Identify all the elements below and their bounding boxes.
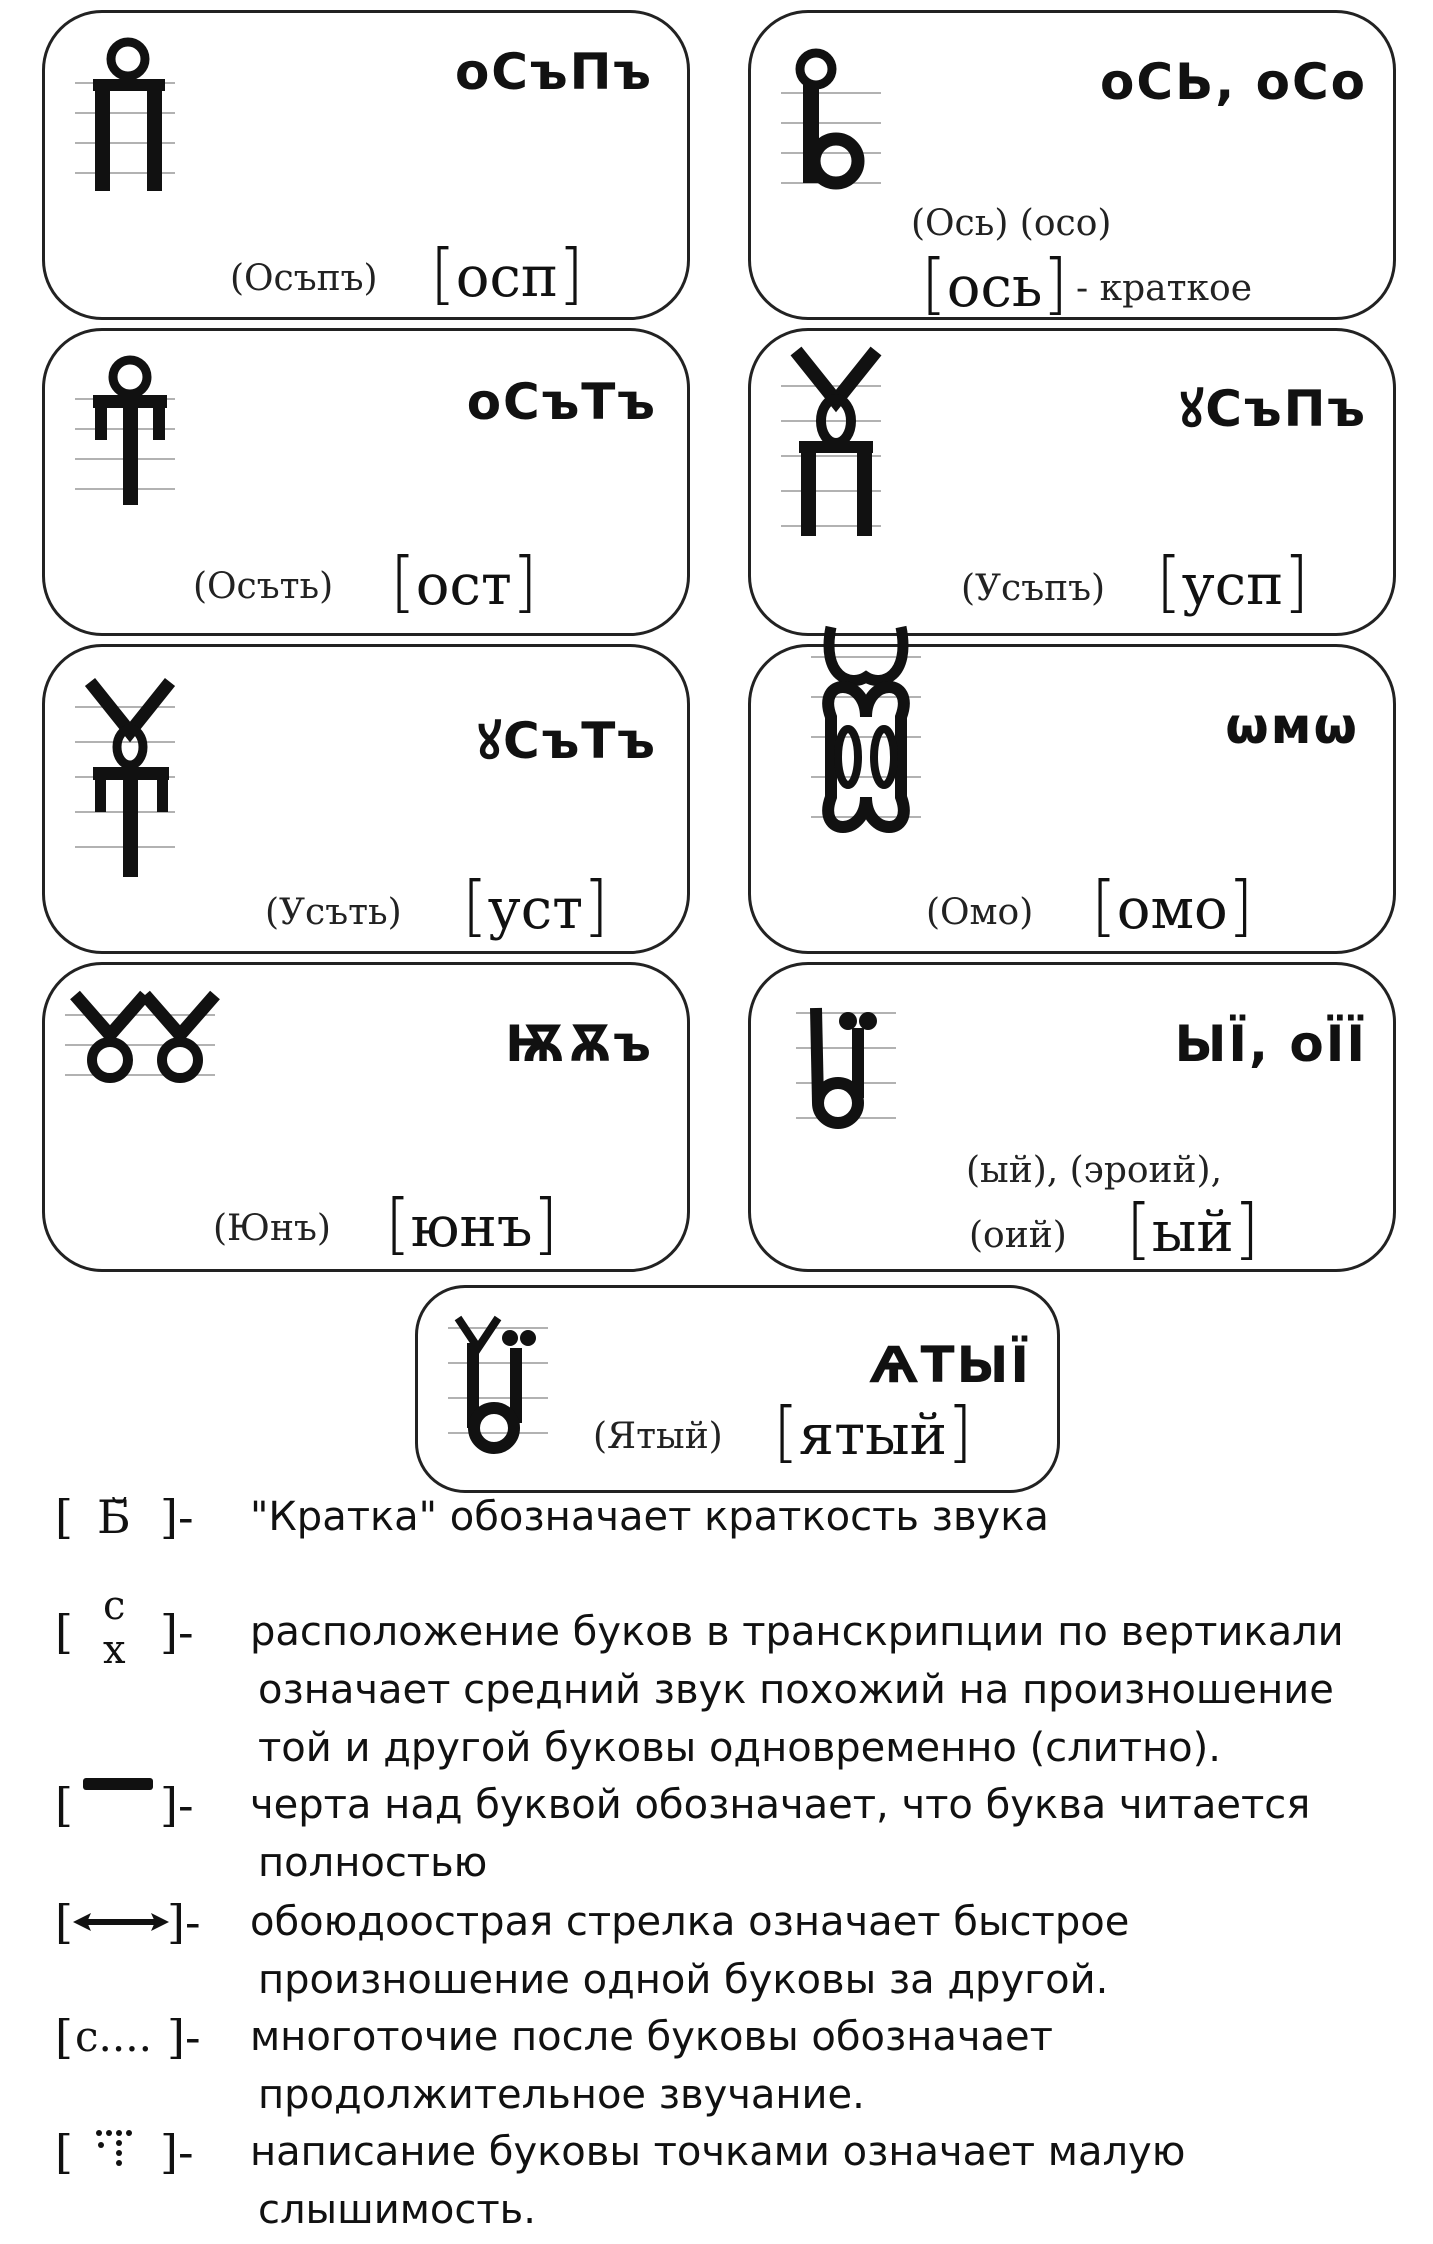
card-omo bbox=[748, 644, 1396, 954]
osp-glyph-icon bbox=[75, 33, 185, 203]
yaty-caption: (Ятый) bbox=[593, 1416, 723, 1457]
card-yi bbox=[748, 962, 1396, 1272]
legend-key-arrow: [ ]- bbox=[55, 1895, 201, 1949]
dotted-letter-icon bbox=[93, 2127, 143, 2177]
yun-script: ѬѪъ bbox=[505, 1015, 653, 1073]
omo-glyph-icon bbox=[811, 617, 931, 867]
ost-caption: (Осъть) bbox=[193, 566, 334, 607]
legend-text-arrow-2: произношение одной буковы за другой. bbox=[258, 1957, 1109, 2003]
overline-icon bbox=[83, 1778, 153, 1790]
card-ost bbox=[42, 328, 690, 636]
yi-script: ЫЇ, оЇЇ bbox=[1174, 1015, 1367, 1073]
usp-glyph-icon bbox=[781, 341, 891, 541]
ost-glyph-icon bbox=[75, 349, 185, 519]
legend-text-dotted-1: написание буковы точками означает малую bbox=[250, 2129, 1186, 2175]
legend-text-kratka: "Кратка" обозначает краткость звука bbox=[250, 1494, 1049, 1540]
yaty-glyph-icon bbox=[448, 1298, 558, 1468]
card-yaty bbox=[415, 1285, 1060, 1493]
legend-text-overline-1: черта над буквой обозначает, что буква читается bbox=[250, 1782, 1311, 1828]
ust-glyph-icon bbox=[75, 677, 185, 887]
ust-caption: (Усъть) bbox=[265, 892, 402, 933]
ost-script: оСъТъ bbox=[466, 373, 657, 431]
legend-key-overline: [ ]- bbox=[55, 1778, 194, 1832]
legend-text-overline-2: полностью bbox=[258, 1840, 488, 1886]
os-note: - краткое bbox=[1076, 268, 1253, 309]
kratka-symbol: Б̆ bbox=[97, 1490, 131, 1544]
yun-caption: (Юнъ) bbox=[213, 1208, 331, 1249]
card-osp bbox=[42, 10, 690, 320]
legend-key-dotted: [ ]- bbox=[55, 2125, 194, 2179]
omo-caption: (Омо) bbox=[926, 892, 1034, 933]
legend-text-ellipsis-2: продолжительное звучание. bbox=[258, 2072, 865, 2118]
omo-script: ѡмѡ bbox=[1225, 697, 1359, 755]
card-usp bbox=[748, 328, 1396, 636]
usp-script: ꙋСъПъ bbox=[1179, 380, 1367, 438]
vertical-top-letter: с bbox=[103, 1583, 126, 1629]
yaty-script: ѦТЫЇ bbox=[868, 1336, 1031, 1394]
omo-translit: [омо] bbox=[1091, 867, 1254, 944]
legend-text-vertical-2: означает средний звук похожий на произношение bbox=[258, 1667, 1334, 1713]
legend-text-dotted-2: слышимость. bbox=[258, 2187, 536, 2233]
ost-translit: [ост] bbox=[390, 543, 538, 620]
double-arrow-icon bbox=[71, 1909, 171, 1935]
card-ust bbox=[42, 644, 690, 954]
os-glyph-icon bbox=[781, 33, 891, 203]
os-caption: (Ось) (осо) bbox=[911, 203, 1112, 244]
os-script: оСЬ, оСо bbox=[1100, 53, 1367, 111]
os-translit: [ось] bbox=[921, 245, 1069, 322]
yaty-translit: [ятый] bbox=[773, 1393, 973, 1470]
usp-translit: [усп] bbox=[1156, 543, 1310, 620]
ellipsis-symbol: с.... bbox=[75, 2012, 152, 2061]
legend-text-vertical-3: той и другой буковы одновременно (слитно). bbox=[258, 1725, 1221, 1771]
legend-key-vertical: [ с х ]- bbox=[55, 1583, 194, 1673]
ust-translit: [уст] bbox=[462, 867, 609, 944]
yi-glyph-icon bbox=[796, 983, 906, 1153]
yi-caption-line2: (оий) bbox=[969, 1215, 1067, 1256]
card-os bbox=[748, 10, 1396, 320]
osp-script: оСъПъ bbox=[454, 43, 653, 101]
yun-glyph-icon bbox=[65, 985, 225, 1095]
legend-key-ellipsis: [ с.... ]- bbox=[55, 2010, 201, 2064]
usp-caption: (Усъпъ) bbox=[961, 568, 1106, 609]
legend-text-vertical-1: расположение буков в транскрипции по вертикали bbox=[250, 1609, 1344, 1655]
legend-text-ellipsis-1: многоточие после буковы обозначает bbox=[250, 2014, 1053, 2060]
yun-translit: [юнъ] bbox=[385, 1185, 559, 1262]
legend-key-kratka: [ Б̆ ]- bbox=[55, 1490, 194, 1544]
legend-text-arrow-1: обоюдоострая стрелка означает быстрое bbox=[250, 1899, 1130, 1945]
ust-script: ꙋСъТъ bbox=[477, 712, 657, 770]
osp-caption: (Осъпъ) bbox=[230, 258, 378, 299]
card-yun bbox=[42, 962, 690, 1272]
osp-translit: [осп] bbox=[430, 235, 584, 312]
yi-caption-line1: (ый), (эроий), bbox=[966, 1150, 1223, 1191]
vertical-bottom-letter: х bbox=[103, 1627, 126, 1673]
yi-translit: [ый] bbox=[1126, 1190, 1260, 1267]
